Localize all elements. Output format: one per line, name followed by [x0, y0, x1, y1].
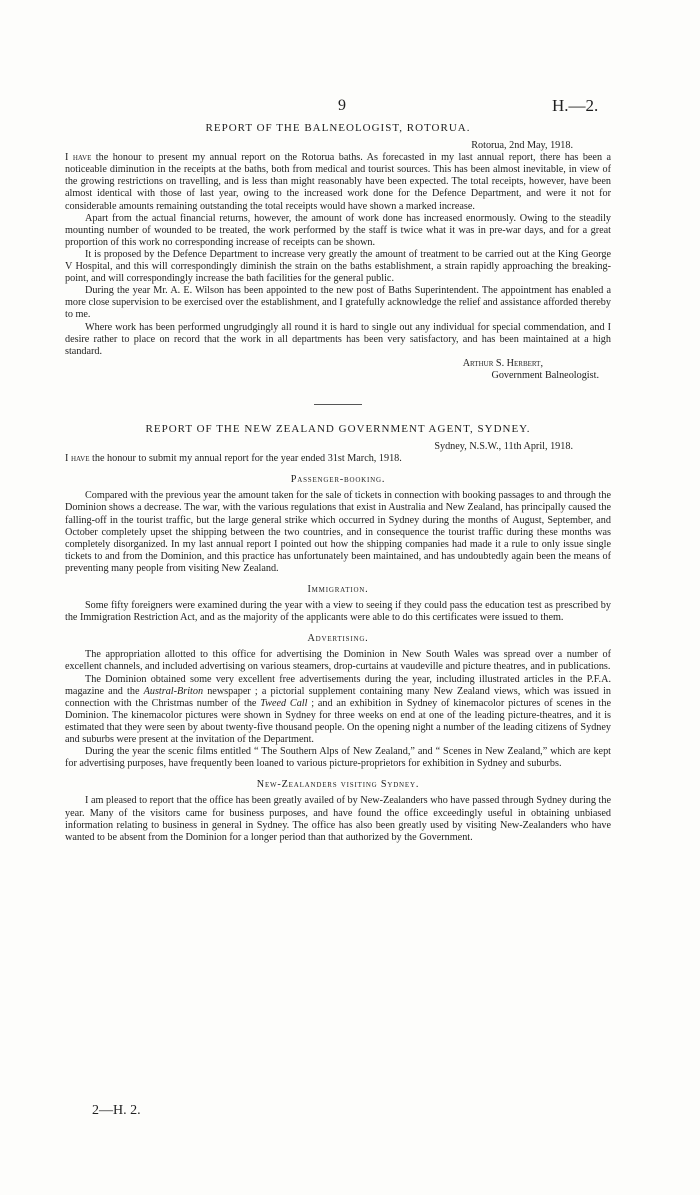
report2-intro [65, 453, 611, 465]
advertising-paragraph-3: During the year the scenic films entitled “ The Southern Alps of New Zealand,” and “ Scenes in New Zealand,” which are kept for advertising purposes, have frequently been loaned to various picture-proprietors for exhibition in Sydney and suburbs. [65, 746, 611, 770]
passenger-booking-heading: Passenger-booking. [290, 474, 386, 486]
report1-paragraph-4: During the year Mr. A. E. Wilson has been appointed to the new post of Baths Superintendent. The appointment has enabled a more close supervision to be exercised over the establishment, and I gratefully acknowledge the relief and assistance afforded thereby to me. [65, 285, 611, 321]
immigration-heading: Immigration. [307, 584, 369, 595]
report1-paragraph-3: It is proposed by the Defence Department to increase very greatly the amount of treatment to be carried out at the King George V Hospital, and this will correspondingly diminish the strain on the baths establishment, a strain rapidly approaching the breaking-point, and will correspondingly increase the bath facilities for the general public. [65, 248, 611, 285]
advertising-p2-part-c: ; and an exhibition in Sydney of kinemacolor pictures of scenes in the Dominion. The kinemacolor pictures were shown in Sydney for three weeks on end at one of the leading picture-theatres, and it is estimated that they were seen by about twenty-five thousand people. On the opening night a number of the leading citizens of Sydney and suburbs were present at the invitation of the Department. [65, 697, 611, 746]
report1-lead-words: I have [65, 152, 92, 164]
immigration-paragraph: Some fifty foreigners were examined during the year with a view to seeing if they could pass the education test as prescribed by the Immigration Restriction Act, and as the majority of the applicants were able to do this certificates were issued to them. [65, 600, 611, 624]
advertising-p2-part-b: newspaper ; a pictorial supplement containing many New Zealand views, which was issued in connection with the Christmas number of the [65, 685, 612, 709]
footer-signature-mark: 2—H. 2. [92, 1103, 141, 1118]
advertising-heading: Advertising. [307, 633, 369, 645]
report2-lead-words: I have [65, 453, 90, 465]
section-divider [314, 404, 362, 405]
advertising-paragraph-1: The appropriation allotted to this office for advertising the Dominion in New South Wales was spread over a number of excellent channels, and included advertising on various steamers, drop-curtains at vaudeville and picture theatres, and in publications. [65, 649, 611, 673]
new-zealanders-heading: New-Zealanders visiting Sydney. [256, 779, 420, 791]
report1-paragraph-5: Where work has been performed ungrudgingly all round it is hard to single out any individual for special commendation, and I desire rather to place on record that the work in all departments has been very satisfactory, and has been maintained at a high standard. [65, 321, 611, 357]
page-content [65, 122, 611, 844]
passenger-booking-paragraph: Compared with the previous year the amount taken for the sale of tickets in connection with booking passages to and through the Dominion shows a decrease. The war, with the various regulations that exist in Australia and New Zealand, has principally caused the falling-off in the tourist traffic, but the large general strike which occurred in Sydney during the months of August, September, and October completely upset the shipping between the two countries, and in consequence the tourist traffic during these months was completely disorganized. In my last annual report I pointed out how the shipping companies had made it a rule to only issue single tickets to and from the Dominion, and this practice has unfortunately been maintained, and has undoubtedly again been the means of preventing many people from visiting New Zealand. [65, 490, 611, 574]
newspaper-name-tweed-call: Tweed Call [260, 697, 308, 709]
newspaper-name-austral-briton: Austral-Briton [143, 685, 204, 697]
report2-title: REPORT OF THE NEW ZEALAND GOVERNMENT AGENT, SYDNEY. [145, 422, 531, 435]
report1-title: REPORT OF THE BALNEOLOGIST, ROTORUA. [205, 122, 471, 134]
report1-paragraph-1 [65, 152, 611, 212]
advertising-p2-part-a: The Dominion obtained some very excellent free advertisements during the year, including illustrated articles in the P.F.A. magazine and the [65, 673, 611, 697]
report1-paragraph-2: Apart from the actual financial returns, however, the amount of work done has increased enormously. Owing to the steadily mounting number of wounded to be treated, the work performed by the staff is twice what it was in pre-war days, and for a great proportion of this work no corresponding increase of receipts can be shown. [65, 212, 611, 248]
advertising-paragraph-2 [65, 674, 611, 747]
report1-dateline: Rotorua, 2nd May, 1918. [471, 140, 573, 152]
report1-paragraph-1-text: the honour to present my annual report on the Rotorua baths. As forecasted in my last annual report, there has been a noticeable diminution in the receipts at the baths, both from medical and tourist sources. This has been almost inevitable, in view of the growing restrictions on travelling, and is less than might reasonably have been expected. The total receipts, however, have been almost identical with those of last year, owing to the increased work done for the Defence Department, and were it not for considerable amounts remaining outstanding the total receipts would have shown a marked increase. [65, 152, 611, 212]
report2-dateline: Sydney, N.S.W., 11th April, 1918. [434, 441, 573, 453]
page-number: 9 [338, 97, 346, 114]
report1-signature-role: Government Balneologist. [491, 369, 599, 381]
report1-signature: Arthur S. Herbert, [462, 357, 543, 369]
new-zealanders-paragraph: I am pleased to report that the office has been greatly availed of by New-Zealanders who have passed through Sydney during the year. Many of the visitors came for business purposes, and have found the office exceedingly useful in obtaining unbiased information relating to business in general in Sydney. The office has also been greatly used by visiting New-Zealanders who have wanted to be absent from the Dominion for a longer period than that authorized by the Government. [65, 795, 611, 843]
report2-intro-text: the honour to submit my annual report for the year ended 31st March, 1918. [89, 453, 402, 465]
document-code: H.—2. [552, 96, 599, 115]
